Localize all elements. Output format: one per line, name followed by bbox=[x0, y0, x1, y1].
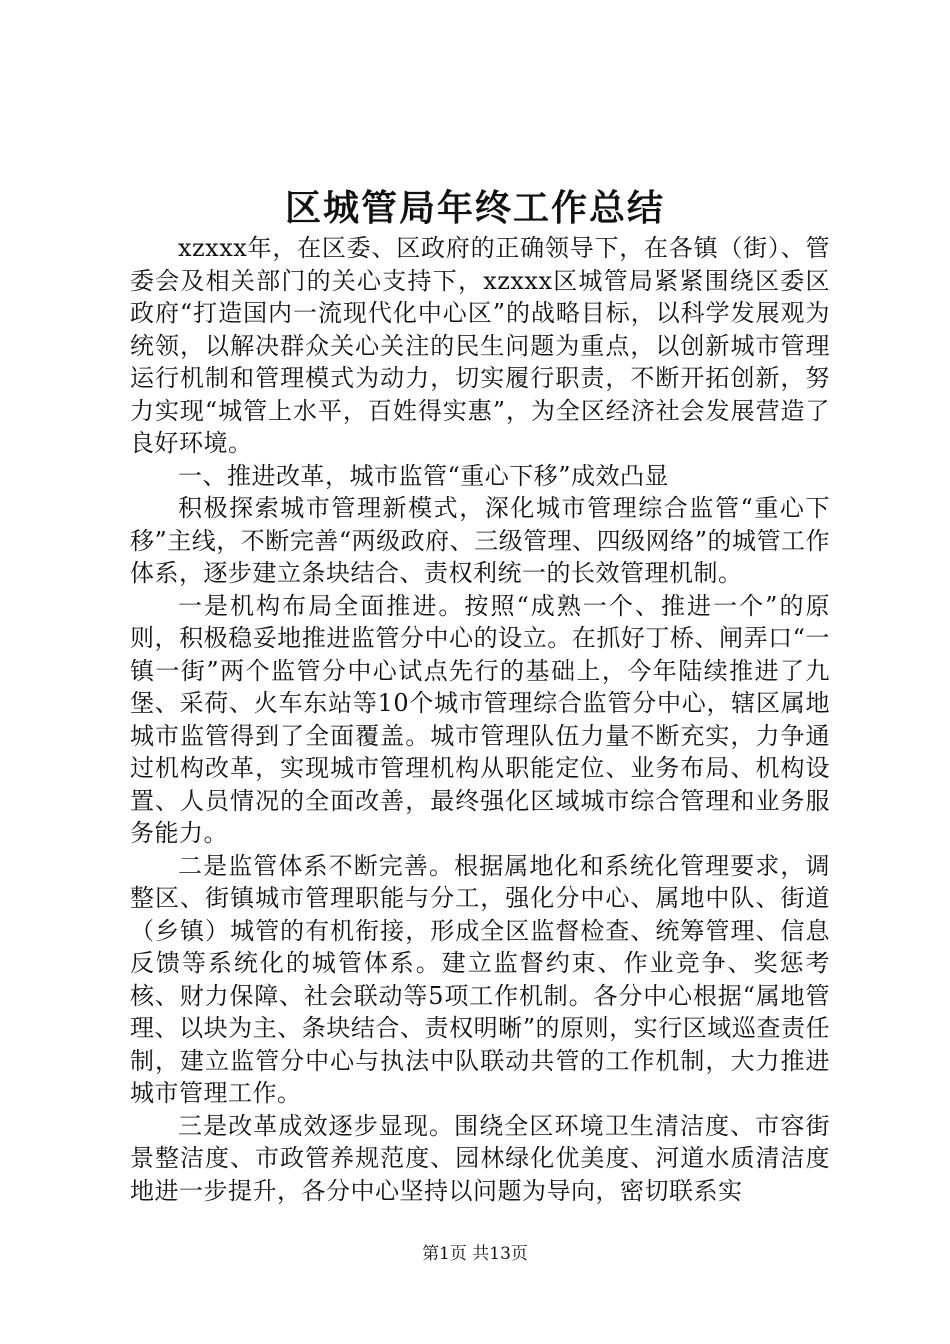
paragraph-intro: xzxxx年，在区委、区政府的正确领导下，在各镇（街）、管委会及相关部门的关心支持下，xzxxx区城管局紧紧围绕区委区政府“打造国内一流现代化中心区”的战略目标，以科学发展观为统领，以解决群众关心关注的民生问题为重点，以创新城市管理运行机制和管理模式为动力，切实履行职责，不断开拓创新，努力实现“城管上水平，百姓得实惠”，为全区经济社会发展营造了良好环境。 bbox=[130, 234, 830, 457]
paragraph-point-3: 三是改革成效逐步显现。围绕全区环境卫生清洁度、市容街景整洁度、市政管养规范度、园林绿化优美度、河道水质清洁度地进一步提升，各分中心坚持以问题为导向，密切联系实 bbox=[130, 1111, 830, 1205]
paragraph-point-1: 一是机构布局全面推进。按照“成熟一个、推进一个”的原则，积极稳妥地推进监管分中心的设立。在抓好丁桥、闸弄口“一镇一街”两个监管分中心试点先行的基础上，今年陆续推进了九堡、采荷、火车东站等10个城市管理综合监管分中心，辖区属地城市监管得到了全面覆盖。城市管理队伍力量不断充实，力争通过机构改革，实现城市管理机构从职能定位、业务布局、机构设置、人员情况的全面改善，最终强化区域城市综合管理和业务服务能力。 bbox=[130, 591, 830, 847]
document-body bbox=[130, 232, 830, 1207]
paragraph-point-2: 二是监管体系不断完善。根据属地化和系统化管理要求，调整区、街镇城市管理职能与分工，强化分中心、属地中队、街道（乡镇）城管的有机衔接，形成全区监督检查、统筹管理、信息反馈等系统化的城管体系。建立监督约束、作业竞争、奖惩考核、财力保障、社会联动等5项工作机制。各分中心根据“属地管理、以块为主、条块结合、责权明晰”的原则，实行区域巡查责任制，建立监管分中心与执法中队联动共管的工作机制，大力推进城市管理工作。 bbox=[130, 851, 830, 1107]
section-heading-1: 一、推进改革，城市监管“重心下移”成效凸显 bbox=[178, 461, 670, 490]
page-footer: 第1页 共13页 bbox=[422, 1244, 528, 1264]
paragraph-section-1-summary: 积极探索城市管理新模式，深化城市管理综合监管“重心下移”主线，不断完善“两级政府、三级管理、四级网络”的城管工作体系，逐步建立条块结合、责权利统一的长效管理机制。 bbox=[130, 494, 830, 587]
document-title: 区城管局年终工作总结 bbox=[284, 187, 665, 229]
